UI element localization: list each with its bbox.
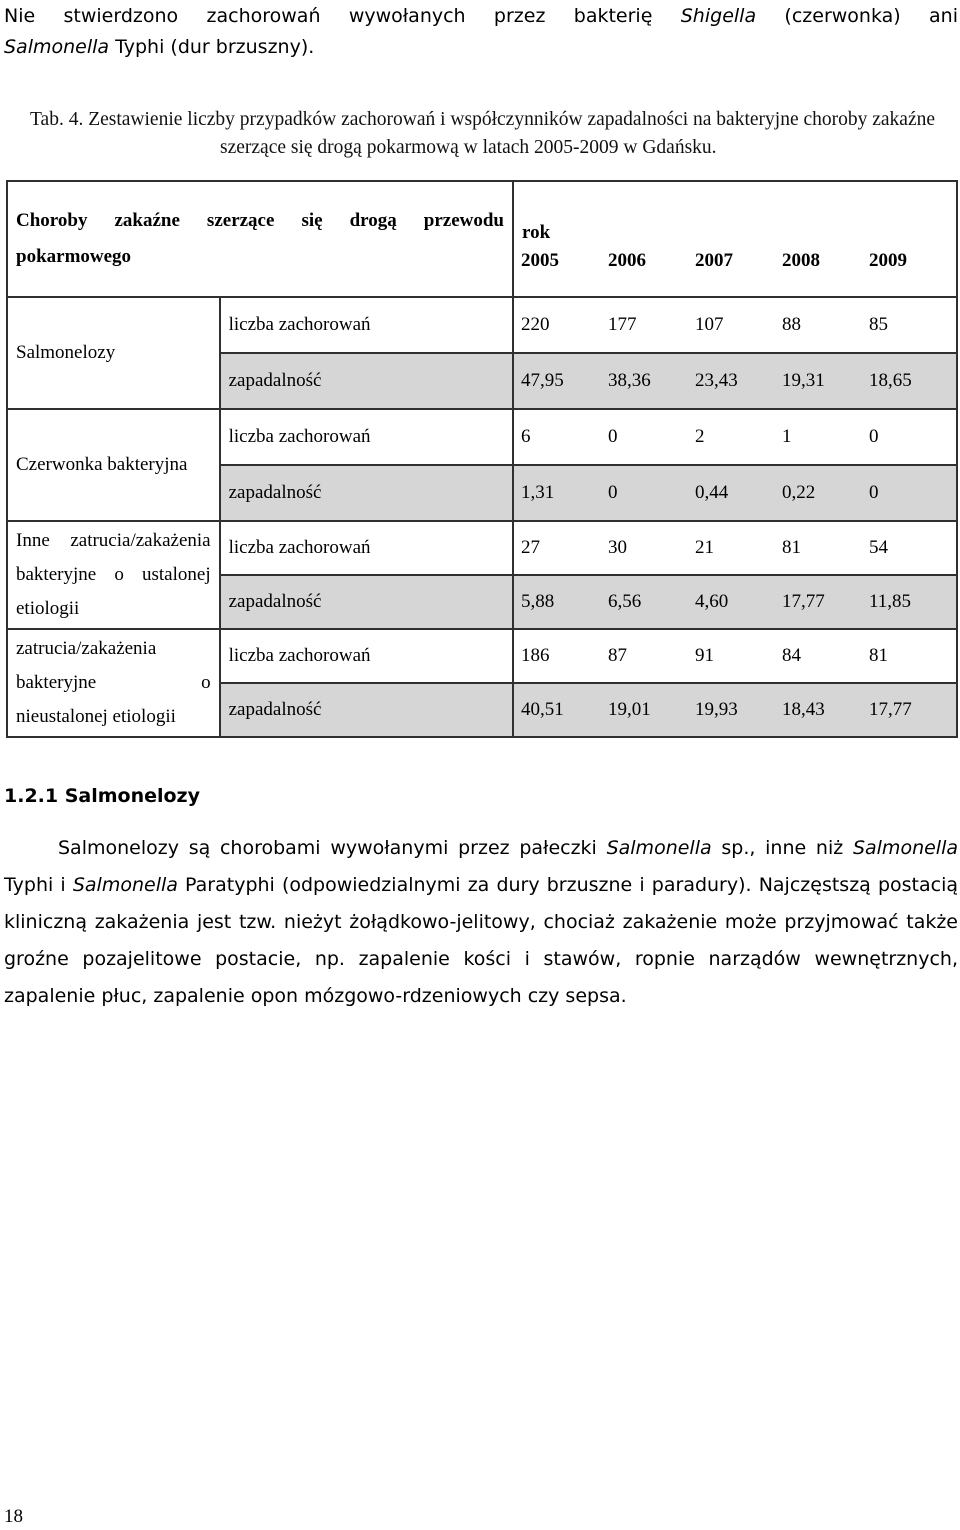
section-title: 1.2.1 Salmonelozy xyxy=(4,785,201,807)
value: 27 xyxy=(520,537,540,558)
values-cell xyxy=(513,297,957,353)
value: 19,93 xyxy=(694,699,738,720)
metric-label: liczba zachorowań xyxy=(220,521,513,575)
value: 38,36 xyxy=(607,370,651,391)
intro-line-1: Nie stwierdzono zachorowań wywołanych przez bakterię Shigella (czerwonka) ani xyxy=(4,5,958,27)
section-paragraph: Salmonelozy są chorobami wywołanymi przez pałeczki Salmonella sp., inne niż Salmonella Typhi i Salmonella Paratyphi (odpowiedzialnymi za dury brzuszne i paradury). Najczęstszą postacią kliniczną zakażenia jest tzw. nieżyt żołądkowo-jelitowy, chociaż zakażenie może przyjmować także groźne pozajelitowe postacie, np. zapalenie kości i stawów, ropnie narządów wewnętrznych, zapalenie płuc, zapalenie opon mózgowo-rdzeniowych czy sepsa. xyxy=(4,837,959,1007)
year-2009: 2009 xyxy=(868,250,907,271)
table-caption xyxy=(30,106,960,162)
year-2005: 2005 xyxy=(520,250,559,271)
value: 17,77 xyxy=(781,591,825,612)
header-line-2: pokarmowego xyxy=(16,246,132,267)
value: 2 xyxy=(694,426,705,447)
rok-label: rok xyxy=(521,222,551,243)
value: 0,22 xyxy=(781,482,816,503)
value: 220 xyxy=(520,314,550,335)
value: 81 xyxy=(781,537,801,558)
value: 81 xyxy=(868,645,888,666)
category-salmonelozy: Salmonelozy xyxy=(7,297,220,409)
value: 4,60 xyxy=(694,591,729,612)
value: 186 xyxy=(520,645,550,666)
value: 40,51 xyxy=(520,699,564,720)
value: 85 xyxy=(868,314,888,335)
metric-label: liczba zachorowań xyxy=(220,297,513,353)
values-cell xyxy=(513,575,957,629)
metric-label: liczba zachorowań xyxy=(220,629,513,683)
table-row xyxy=(7,297,957,353)
value: 54 xyxy=(868,537,888,558)
metric-label: zapadalność xyxy=(220,575,513,629)
incidence-table xyxy=(6,180,958,738)
year-2007: 2007 xyxy=(694,250,733,271)
value: 87 xyxy=(607,645,627,666)
year-2006: 2006 xyxy=(607,250,646,271)
value: 19,31 xyxy=(781,370,825,391)
year-2008: 2008 xyxy=(781,250,820,271)
value: 1,31 xyxy=(520,482,555,503)
metric-label: liczba zachorowań xyxy=(220,409,513,465)
value: 30 xyxy=(607,537,627,558)
value: 11,85 xyxy=(868,591,912,612)
value: 19,01 xyxy=(607,699,651,720)
value: 177 xyxy=(607,314,637,335)
value: 0,44 xyxy=(694,482,729,503)
category-czerwonka: Czerwonka bakteryjna xyxy=(7,409,220,521)
caption-line-2: szerzące się drogą pokarmową w latach 2005-2009 w Gdańsku. xyxy=(220,137,717,158)
value: 6 xyxy=(520,426,531,447)
value: 18,65 xyxy=(868,370,912,391)
value: 21 xyxy=(694,537,714,558)
value: 47,95 xyxy=(520,370,564,391)
values-cell xyxy=(513,521,957,575)
value: 88 xyxy=(781,314,801,335)
metric-label: zapadalność xyxy=(220,465,513,521)
table-row xyxy=(7,629,957,683)
value: 18,43 xyxy=(781,699,825,720)
value: 107 xyxy=(694,314,724,335)
value: 17,77 xyxy=(868,699,912,720)
value: 23,43 xyxy=(694,370,738,391)
value: 91 xyxy=(694,645,714,666)
metric-label: zapadalność xyxy=(220,683,513,737)
caption-line-1: Tab. 4. Zestawienie liczby przypadków zachorowań i współczynników zapadalności na bakteryjne choroby zakaźne xyxy=(30,109,936,130)
intro-line-2: Salmonella Typhi (dur brzuszny). xyxy=(4,36,315,58)
header-years-cell xyxy=(513,181,957,297)
category-inne-ustalonej: Inne zatrucia/zakażenia bakteryjne o ustalonej etiologii xyxy=(7,521,220,629)
table-header-row xyxy=(7,181,957,297)
value: 84 xyxy=(781,645,801,666)
table-row xyxy=(7,409,957,465)
value: 1 xyxy=(781,426,792,447)
metric-label: zapadalność xyxy=(220,353,513,409)
page-number: 18 xyxy=(4,1506,23,1527)
values-cell xyxy=(513,629,957,683)
values-cell xyxy=(513,465,957,521)
value: 0 xyxy=(868,482,879,503)
table-row xyxy=(7,521,957,575)
values-cell xyxy=(513,353,957,409)
value: 5,88 xyxy=(520,591,555,612)
value: 0 xyxy=(868,426,879,447)
header-disease-cell xyxy=(7,181,513,297)
category-nieustalonej: zatrucia/zakażenia bakteryjne o nieustalonej etiologii xyxy=(7,629,220,737)
years-row xyxy=(514,250,956,292)
value: 0 xyxy=(607,426,618,447)
header-line-1: Choroby zakaźne szerzące się drogą przewodu xyxy=(16,210,504,231)
values-cell xyxy=(513,409,957,465)
value: 0 xyxy=(607,482,618,503)
values-cell xyxy=(513,683,957,737)
value: 6,56 xyxy=(607,591,642,612)
